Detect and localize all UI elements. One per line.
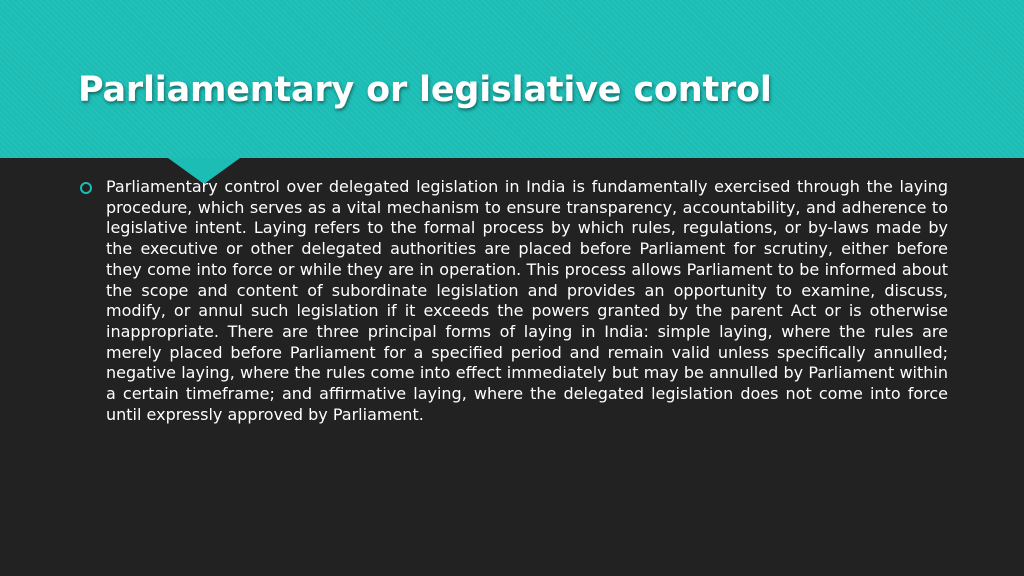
bullet-list: [78, 177, 948, 425]
slide-title: Parliamentary or legislative control: [78, 70, 772, 110]
bullet-text: Parliamentary control over delegated legislation in India is fundamentally exercised through the laying procedure, which serves as a vital mechanism to ensure transparency, accountability, and adherence to legislative intent. Laying refers to the formal process by which rules, regulations, or by-laws made by the executive or other delegated authorities are placed before Parliament for scrutiny, either before they come into force or while they are in operation. This process allows Parliament to be informed about the scope and content of subordinate legislation and provides an opportunity to examine, discuss, modify, or annul such legislation if it exceeds the powers granted by the parent Act or is otherwise inappropriate. There are three principal forms of laying in India: simple laying, where the rules are merely placed before Parliament for a specified period and remain valid unless specifically annulled; negative laying, where the rules come into effect immediately but may be annulled by Parliament within a certain timeframe; and affirmative laying, where the delegated legislation does not come into force until expressly approved by Parliament.: [106, 177, 948, 424]
hollow-circle-bullet-icon: [80, 182, 92, 194]
bullet-item: [78, 177, 948, 425]
